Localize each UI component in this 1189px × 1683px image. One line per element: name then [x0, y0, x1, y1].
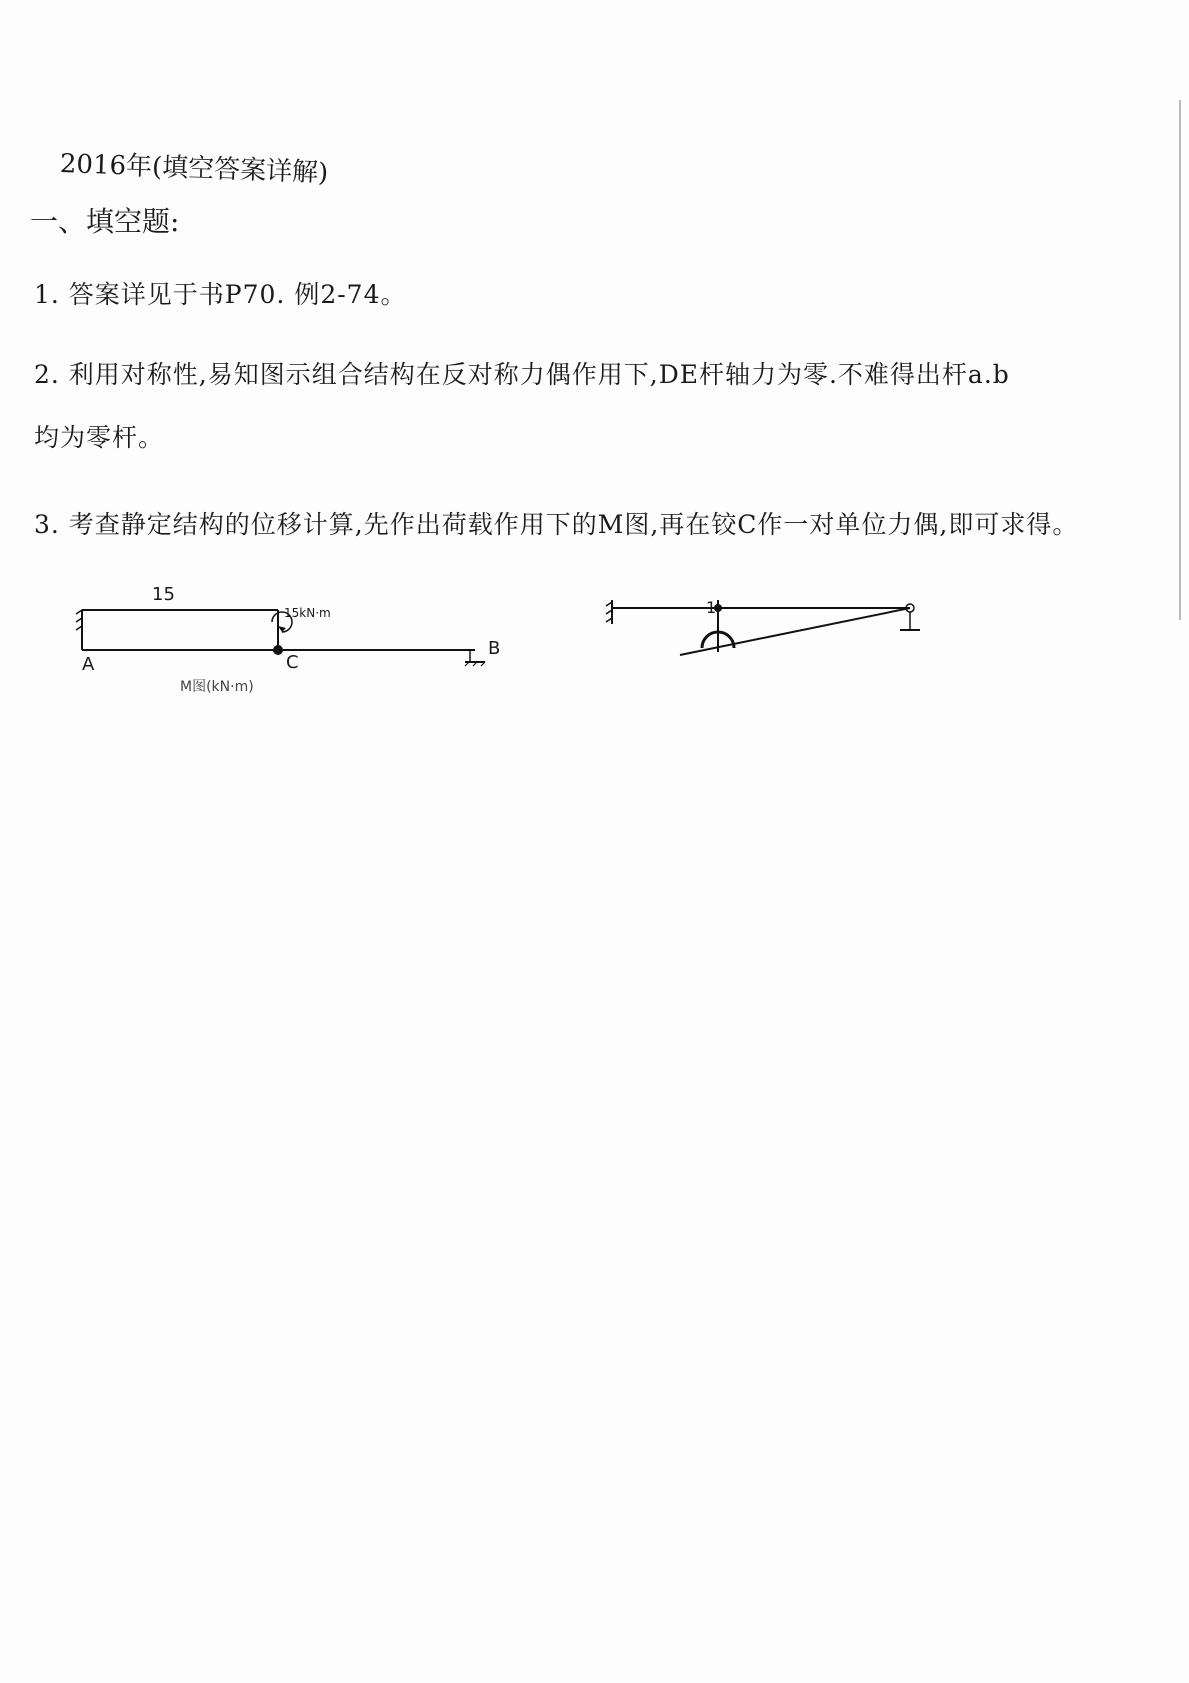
hinge-c-label: C [286, 652, 299, 673]
support-b-label: B [488, 638, 501, 659]
diagram-caption: M图(kN·m) [180, 679, 254, 695]
section-heading: 一、填空题: [30, 205, 180, 238]
hinge-c [273, 645, 283, 655]
page-title: 2016年(填空答案详解) [59, 149, 329, 189]
answer-item-1: 1. 答案详见于书P70. 例2-74。 [34, 280, 407, 309]
unit-couple-label: 1 [706, 600, 717, 617]
scan-edge-line [1179, 100, 1181, 620]
support-a-label: A [82, 654, 95, 675]
answer-item-2-continued: 均为零杆。 [34, 423, 165, 452]
unit-couple-svg [600, 600, 1020, 660]
answer-item-3: 3. 考查静定结构的位移计算,先作出荷载作用下的M图,再在铰C作一对单位力偶,即可求得。 [34, 510, 1079, 539]
moment-value-label: 15 [152, 584, 175, 605]
answer-item-2: 2. 利用对称性,易知图示组合结构在反对称力偶作用下,DE杆轴力为零.不难得出杆a.b [34, 360, 1010, 389]
unit-couple-figure [600, 600, 1020, 660]
applied-moment-label: 15kN·m [284, 606, 331, 620]
moment-diagram-figure [60, 584, 520, 695]
